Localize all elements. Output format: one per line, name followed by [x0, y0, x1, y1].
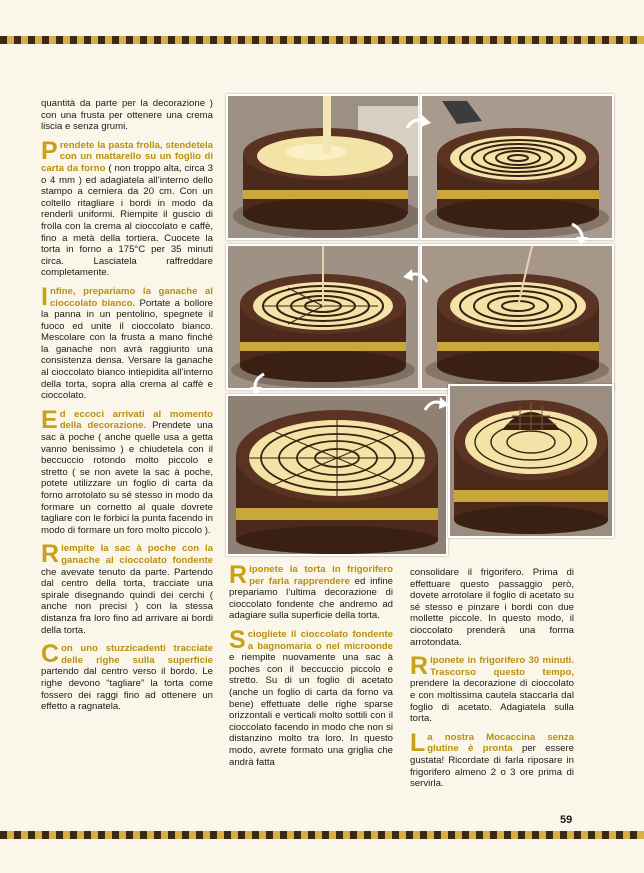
drop-cap: I: [41, 282, 48, 311]
body-text: ed infine prepariamo l’ultima decorazione di cioccolato fondente che andremo ad adagiare sulla superficie della torta.: [229, 575, 394, 622]
drop-cap: R: [229, 561, 248, 589]
arrow-down-icon: [566, 222, 594, 246]
arrow-right-icon: [404, 112, 432, 136]
paragraph: quantità da parte per la decorazione ) con una frusta per ottenere una crema liscia e senza grumi.: [41, 98, 213, 133]
step-photos-grid: [226, 94, 612, 556]
body-text: che avevate tenuto da parte. Partendo dal centro della torta, tracciate una spirale disegnando quindi dei cerchi ( anche non precisi ) con la stessa distanza fra loro fino ad arrivare ai bordi della torta.: [41, 566, 213, 636]
lead-text: rendete la pasta frolla, stendetela con un mattarello su un foglio di carta da forno: [41, 139, 213, 174]
bottom-decorative-border: [0, 831, 644, 839]
paragraph: [41, 136, 213, 279]
photo-drawing-lines: [226, 244, 420, 390]
body-text: partendo dal centro verso il bordo. Le righe devono “tagliare” la torta come fossero dei raggi fino ad ottenere un effetto a ragnatela.: [41, 666, 213, 713]
drop-cap: R: [410, 652, 429, 681]
paragraph: [410, 652, 574, 725]
paragraph: [410, 728, 574, 790]
lead-text: a nostra Mocaccina senza glutine è pronta: [427, 731, 574, 755]
drop-cap: E: [41, 405, 58, 434]
lead-text: nfine, prepariamo la ganache al cioccolato bianco.: [49, 285, 213, 309]
page-number: 59: [560, 814, 573, 826]
paragraph: [229, 561, 394, 622]
paragraph: [41, 405, 213, 537]
body-text: Prendete una sac à poche ( anche quelle usa a getta vanno benissimo ) e chiudetela con il beccuccio rotondo molto piccolo e stretto ( se non avete la sac à poche, potete utilizzare un foglio di carta da forno arrotolato su sé stesso in modo da formare un cornetto al quale dovrete tagliare con le forbici la punta facendo in modo di formare un foro molto piccolo ).: [41, 420, 213, 536]
body-text: Portate a bollore la panna in un pentolino, spegnete il fuoco ed unite il cioccolato bianco. Mescolare con la frusta a mano finché la ganache non avrà raggiunto una consistenza densa. Versare la ganache al cioccolato bianco intiepidita all’interno della torta, sopra alla crema al caffè e cioccolato.: [41, 297, 213, 402]
lead-text: iempite la sac à poche con la ganache al cioccolato fondente: [61, 543, 213, 566]
top-decorative-border: [0, 36, 644, 44]
body-text: ( non troppo alta, circa 3 o 4 mm ) ed adagiatela all’interno dello stampo a cerniera da 20 cm. Con un coltello ritagliare i bordi in modo da renderli uniformi. Riempite il guscio di frolla con la crema al cioccolato e caffè, fino a metà della tortiera. Cuocete la torta in forno a 175°C per 35 minuti circa. Lasciatela raffreddare completamente.: [41, 162, 213, 279]
arrow-down-icon: [244, 372, 272, 396]
drop-cap: L: [410, 728, 426, 757]
paragraph: [229, 625, 393, 768]
arrow-right-icon: [422, 394, 450, 418]
lead-text: ciogliete il cioccolato fondente a bagnomaria o nel microonde: [247, 628, 393, 652]
photo-spiderweb-finished: [226, 394, 448, 556]
drop-cap: P: [41, 136, 58, 165]
body-text: prendere la decorazione di cioccolato e con moltissima cautela staccarla dal foglio di acetato. Adagiatela sulla torta.: [410, 678, 574, 725]
paragraph: consolidare il frigorifero. Prima di effettuare questo passaggio però, dovete arrotolare il foglio di acetato su sé stesso e pinzare i bordi con due mollette piccole. In questo modo, il cioccolato prenderà una forma arrotondata.: [410, 567, 574, 648]
lead-text: on uno stuzzicadenti tracciate delle righe sulla superficie: [61, 643, 213, 666]
photo-piping-spiral: [420, 94, 614, 240]
drop-cap: R: [41, 540, 60, 569]
drop-cap: C: [41, 640, 60, 669]
lead-text: iponete la torta in frigorifero per farla rapprendere: [249, 564, 393, 587]
paragraph: [41, 640, 213, 713]
body-text: e riempite nuovamente una sac à poches con il beccuccio piccolo e stretto. Su di un foglio di acetato (anche un foglio di carta da forno va bene) effettuate delle righe sparse orizzontali e verticali molto sottili con il cioccolato facendo in modo che non si distanzino molto tra loro. In questo modo, avrete formato una griglia che andrà fatta: [229, 652, 393, 768]
photo-pouring-ganache: [226, 94, 420, 240]
lead-text: iponete in frigorifero 30 minuti. Trascorso questo tempo,: [430, 655, 574, 678]
lead-text: d eccoci arrivati al momento della decorazione.: [59, 408, 213, 432]
text-column-3: [410, 567, 574, 797]
text-column-1: [41, 98, 213, 720]
arrow-left-icon: [402, 266, 430, 290]
photo-chocolate-decoration: [448, 384, 614, 538]
paragraph: [41, 540, 213, 636]
photo-web-pattern: [420, 244, 614, 390]
body-text: per essere gustata! Ricordate di farla riposare in frigorifero almeno 2 o 3 ore prima di servirla.: [410, 743, 574, 790]
paragraph: [41, 282, 213, 402]
drop-cap: S: [229, 625, 246, 654]
text-column-2: [229, 561, 394, 775]
